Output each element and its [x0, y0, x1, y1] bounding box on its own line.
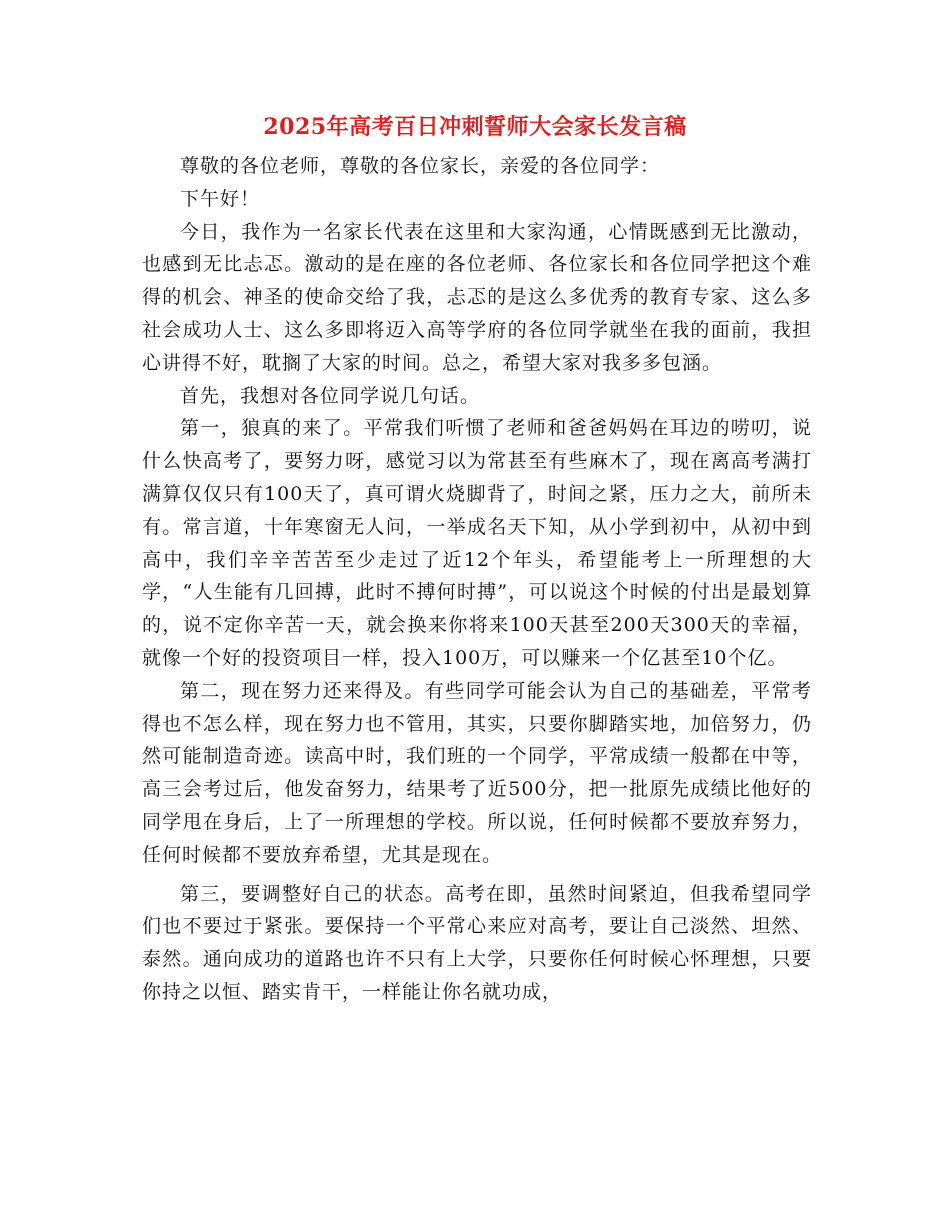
document-title: 2025年高考百日冲刺誓师大会家长发言稿 — [263, 114, 687, 140]
transition-paragraph: 首先，我想对各位同学说几句话。 — [180, 384, 481, 407]
intro-paragraph: 今日，我作为一名家长代表在这里和大家沟通，心情既感到无比激动，也感到无比忐忑。激动的是在座的各位老师、各位家长和各位同学把这个难得的机会、神圣的使命交给了我，忐忑的是这么多优秀的教育专家、这么多社会成功人士、这么多即将迈入高等学府的各位同学就坐在我的面前，我担心讲得不好，耽搁了大家的时间。总之，希望大家对我多多包涵。 — [142, 220, 812, 374]
point-three-paragraph: 第三，要调整好自己的状态。高考在即，虽然时间紧迫，但我希望同学们也不要过于紧张。要保持一个平常心来应对高考，要让自己淡然、坦然、泰然。通向成功的道路也许不只有上大学，只要你任何时候心怀理想，只要你持之以恒、踏实肯干，一样能让你名就功成， — [142, 882, 812, 1003]
point-two-paragraph: 第二，现在努力还来得及。有些同学可能会认为自己的基础差，平常考得也不怎么样，现在努力也不管用，其实，只要你脚踏实地，加倍努力，仍然可能制造奇迹。读高中时，我们班的一个同学，平常成绩一般都在中等，高三会考过后，他发奋努力，结果考了近500分，把一批原先成绩比他好的同学甩在身后，上了一所理想的学校。所以说，任何时候都不要放弃努力，任何时候都不要放弃希望，尤其是现在。 — [142, 679, 812, 866]
point-one-paragraph: 第一，狼真的来了。平常我们听惯了老师和爸爸妈妈在耳边的唠叨，说什么快高考了，要努力呀，感觉习以为常甚至有些麻木了，现在离高考满打满算仅仅只有100天了，真可谓火烧脚背了，时间之紧，压力之大，前所未有。常言道，十年寒窗无人问，一举成名天下知，从小学到初中，从初中到高中，我们辛辛苦苦至少走过了近12个年头，希望能考上一所理想的大学，“人生能有几回搏，此时不搏何时搏”，可以说这个时候的付出是最划算的，说不定你辛苦一天，就会换来你将来100天甚至200天300天的幸福，就像一个好的投资项目一样，投入100万，可以赚来一个亿甚至10个亿。 — [142, 417, 812, 669]
greeting-paragraph: 下午好！ — [180, 187, 261, 210]
salutation-paragraph: 尊敬的各位老师，尊敬的各位家长，亲爱的各位同学： — [180, 155, 661, 177]
document-body — [142, 150, 812, 1009]
